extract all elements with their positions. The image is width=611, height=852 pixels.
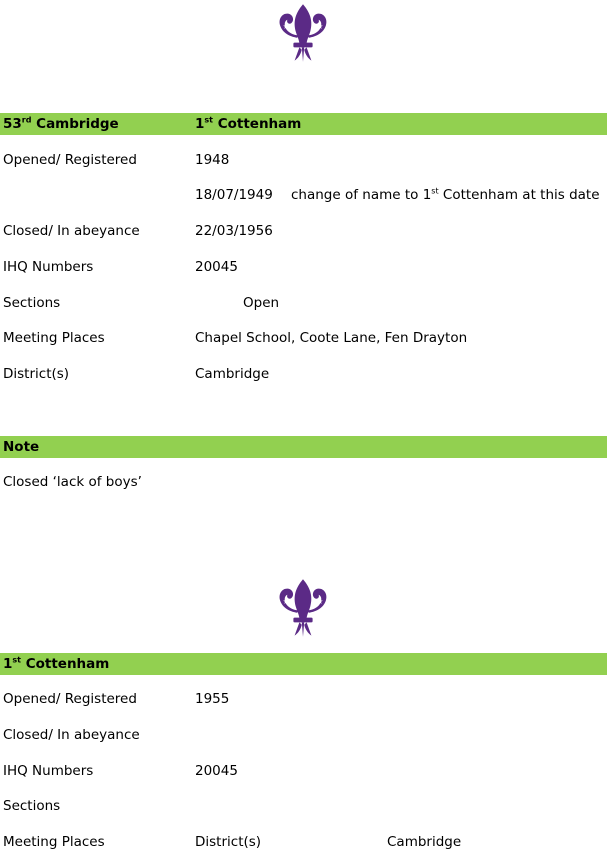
fleur-de-lis-icon: [272, 578, 334, 638]
sections-label: Sections: [3, 295, 61, 311]
ihq-label: IHQ Numbers: [3, 259, 94, 275]
note-heading: Note: [3, 439, 40, 455]
ihq-label-2: IHQ Numbers: [3, 763, 94, 779]
district-label-2: District(s): [195, 834, 262, 850]
closed-value: 22/03/1956: [195, 223, 273, 239]
opened-value-2: 1955: [195, 691, 230, 707]
district-label: District(s): [3, 366, 70, 382]
sections-label-2: Sections: [3, 798, 61, 814]
note-text: Closed ‘lack of boys’: [3, 474, 142, 490]
ihq-value: 20045: [195, 259, 238, 275]
fleur-de-lis-icon: [272, 3, 334, 63]
closed-label: Closed/ In abeyance: [3, 223, 140, 239]
district-value-2: Cambridge: [387, 834, 462, 850]
opened-label: Opened/ Registered: [3, 152, 137, 168]
group-rename-heading: 1st Cottenham: [195, 115, 302, 132]
meeting-places-label: Meeting Places: [3, 330, 105, 346]
section-header-bar: [0, 113, 607, 135]
rename-date: 18/07/1949: [195, 187, 273, 203]
rename-note: change of name to 1st Cottenham at this date: [291, 186, 600, 203]
meeting-places-value: Chapel School, Coote Lane, Fen Drayton: [195, 330, 468, 346]
section-header-bar-2: [0, 653, 607, 675]
closed-label-2: Closed/ In abeyance: [3, 727, 140, 743]
group-name-heading-2: 1st Cottenham: [3, 655, 110, 672]
group-name-heading: 53rd Cambridge: [3, 115, 119, 132]
opened-label-2: Opened/ Registered: [3, 691, 137, 707]
district-value: Cambridge: [195, 366, 270, 382]
ihq-value-2: 20045: [195, 763, 238, 779]
note-header-bar: [0, 436, 607, 458]
opened-value: 1948: [195, 152, 230, 168]
sections-value: Open: [243, 295, 280, 311]
meeting-places-label-2: Meeting Places: [3, 834, 105, 850]
